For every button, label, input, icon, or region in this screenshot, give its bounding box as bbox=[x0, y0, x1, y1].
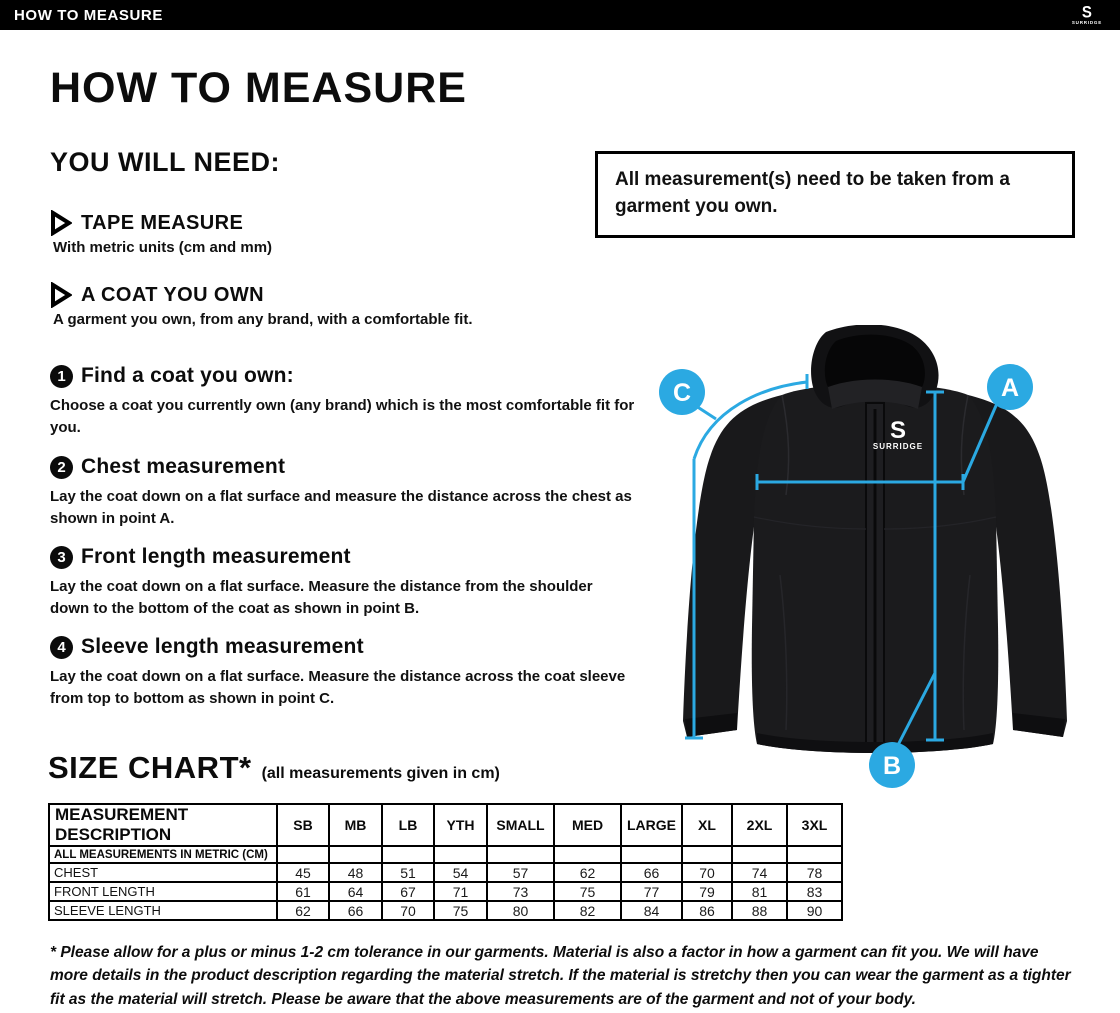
value-cell: 74 bbox=[732, 863, 787, 882]
surridge-logo-text: SURRIDGE bbox=[1071, 19, 1102, 25]
row-label-cell: CHEST bbox=[49, 863, 277, 882]
need-desc: A garment you own, from any brand, with a comfortable fit. bbox=[53, 311, 473, 328]
value-cell: 81 bbox=[732, 882, 787, 901]
need-label: TAPE MEASURE bbox=[81, 211, 244, 234]
step-chest-measurement bbox=[50, 455, 650, 530]
value-cell: 57 bbox=[487, 863, 554, 882]
value-cell: 48 bbox=[329, 863, 382, 882]
need-item-coat bbox=[50, 282, 610, 328]
value-cell: 75 bbox=[554, 882, 621, 901]
empty-cell bbox=[554, 846, 621, 863]
value-cell: 75 bbox=[434, 901, 487, 920]
column-header: XL bbox=[682, 804, 732, 846]
empty-cell bbox=[329, 846, 382, 863]
empty-cell bbox=[787, 846, 842, 863]
empty-cell bbox=[277, 846, 329, 863]
value-cell: 62 bbox=[554, 863, 621, 882]
step-title: Sleeve length measurement bbox=[81, 635, 364, 658]
value-cell: 77 bbox=[621, 882, 682, 901]
value-cell: 90 bbox=[787, 901, 842, 920]
column-header: LB bbox=[382, 804, 434, 846]
play-triangle-icon bbox=[50, 282, 72, 308]
empty-cell bbox=[732, 846, 787, 863]
step-body: Lay the coat down on a flat surface. Measure the distance from the shoulder down to the bottom of the coat as shown in point B. bbox=[50, 578, 593, 618]
value-cell: 78 bbox=[787, 863, 842, 882]
table-subheader-row bbox=[49, 846, 842, 863]
value-cell: 66 bbox=[329, 901, 382, 920]
column-header: YTH bbox=[434, 804, 487, 846]
need-desc: With metric units (cm and mm) bbox=[53, 239, 273, 256]
jacket-measurement-diagram bbox=[630, 325, 1120, 803]
size-chart-title: SIZE CHART* bbox=[48, 750, 252, 785]
step-body: Lay the coat down on a flat surface and measure the distance across the chest as shown in point A. bbox=[50, 488, 632, 528]
empty-cell bbox=[382, 846, 434, 863]
surridge-s-icon: S bbox=[1081, 2, 1092, 22]
step-number-badge: 3 bbox=[50, 546, 73, 569]
size-table-container bbox=[48, 803, 843, 921]
play-triangle-icon bbox=[50, 210, 72, 236]
column-header: 2XL bbox=[732, 804, 787, 846]
need-item-tape-measure bbox=[50, 210, 610, 256]
step-body: Choose a coat you currently own (any brand) which is the most comfortable fit for you. bbox=[50, 397, 635, 437]
svg-text:S: S bbox=[889, 417, 907, 444]
value-cell: 83 bbox=[787, 882, 842, 901]
top-bar bbox=[0, 0, 1120, 30]
value-cell: 79 bbox=[682, 882, 732, 901]
table-row bbox=[49, 863, 842, 882]
step-find-coat bbox=[50, 364, 650, 439]
value-cell: 51 bbox=[382, 863, 434, 882]
subheader-cell: ALL MEASUREMENTS IN METRIC (CM) bbox=[49, 846, 277, 863]
row-label-cell: SLEEVE LENGTH bbox=[49, 901, 277, 920]
column-header: LARGE bbox=[621, 804, 682, 846]
value-cell: 84 bbox=[621, 901, 682, 920]
step-number-badge: 4 bbox=[50, 636, 73, 659]
step-title: Chest measurement bbox=[81, 455, 286, 478]
step-title: Find a coat you own: bbox=[81, 364, 294, 387]
you-will-need-heading: YOU WILL NEED: bbox=[50, 147, 281, 177]
step-number-badge: 1 bbox=[50, 365, 73, 388]
step-title: Front length measurement bbox=[81, 545, 351, 568]
value-cell: 67 bbox=[382, 882, 434, 901]
value-cell: 71 bbox=[434, 882, 487, 901]
column-header: SB bbox=[277, 804, 329, 846]
table-row bbox=[49, 901, 842, 920]
tolerance-footnote: * Please allow for a plus or minus 1-2 cm tolerance in our garments. Material is also a factor in how a garment can fit you. We will have more details in the product description regarding the material stretch. If the material is stretchy then you can wear the garment as a tighter fit as the material will stretch. Please be aware that the above measurements are of the garment and not of your body. bbox=[50, 944, 1071, 1008]
page-title: HOW TO MEASURE bbox=[50, 64, 467, 112]
column-header: MED bbox=[554, 804, 621, 846]
surridge-logo bbox=[1071, 2, 1108, 26]
step-number-badge: 2 bbox=[50, 456, 73, 479]
marker-a-label: A bbox=[1000, 374, 1020, 402]
table-row bbox=[49, 882, 842, 901]
value-cell: 82 bbox=[554, 901, 621, 920]
step-body: Lay the coat down on a flat surface. Measure the distance across the coat sleeve from top to bottom as shown in point C. bbox=[50, 668, 626, 708]
value-cell: 54 bbox=[434, 863, 487, 882]
step-sleeve-length-measurement bbox=[50, 635, 650, 710]
need-label: A COAT YOU OWN bbox=[81, 283, 265, 306]
top-bar-title: HOW TO MEASURE bbox=[14, 6, 163, 24]
value-cell: 66 bbox=[621, 863, 682, 882]
empty-cell bbox=[487, 846, 554, 863]
column-header: MEASUREMENT DESCRIPTION bbox=[49, 804, 277, 846]
value-cell: 86 bbox=[682, 901, 732, 920]
value-cell: 73 bbox=[487, 882, 554, 901]
row-label-cell: FRONT LENGTH bbox=[49, 882, 277, 901]
value-cell: 45 bbox=[277, 863, 329, 882]
empty-cell bbox=[682, 846, 732, 863]
column-header: SMALL bbox=[487, 804, 554, 846]
value-cell: 88 bbox=[732, 901, 787, 920]
value-cell: 70 bbox=[682, 863, 732, 882]
value-cell: 64 bbox=[329, 882, 382, 901]
value-cell: 70 bbox=[382, 901, 434, 920]
svg-text:SURRIDGE: SURRIDGE bbox=[872, 442, 924, 451]
size-chart-heading bbox=[48, 750, 500, 786]
step-front-length-measurement bbox=[50, 545, 650, 620]
value-cell: 80 bbox=[487, 901, 554, 920]
column-header: MB bbox=[329, 804, 382, 846]
marker-c-label: C bbox=[672, 379, 692, 407]
marker-b-label: B bbox=[882, 752, 902, 780]
value-cell: 62 bbox=[277, 901, 329, 920]
size-chart-table bbox=[48, 803, 843, 921]
empty-cell bbox=[621, 846, 682, 863]
column-header: 3XL bbox=[787, 804, 842, 846]
empty-cell bbox=[434, 846, 487, 863]
value-cell: 61 bbox=[277, 882, 329, 901]
size-chart-subtitle: (all measurements given in cm) bbox=[261, 765, 500, 782]
measurement-note-box: All measurement(s) need to be taken from a garment you own. bbox=[595, 151, 1075, 238]
